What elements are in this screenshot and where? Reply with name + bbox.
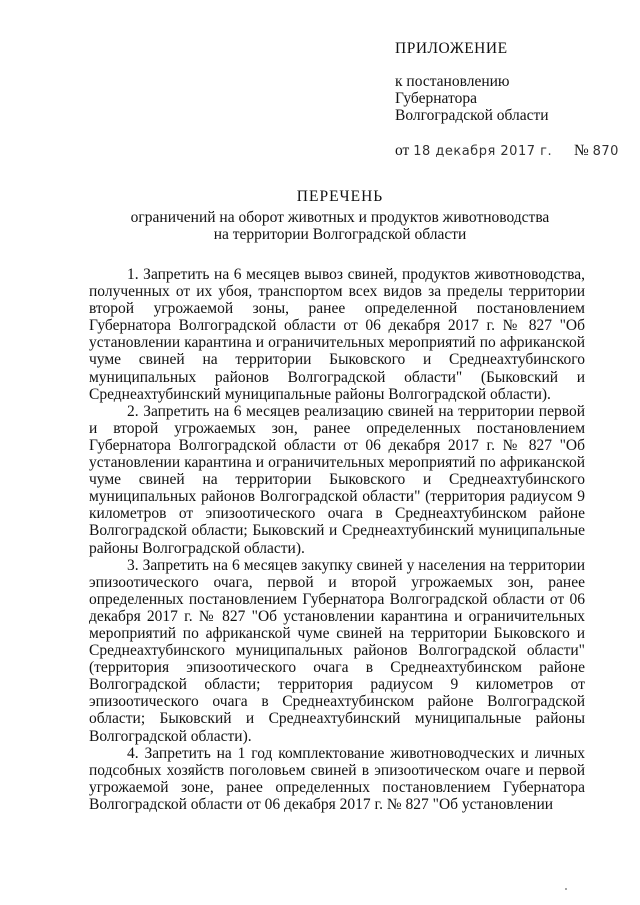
heading-subtitle-line-1: ограничений на оборот животных и продуктов животноводства: [130, 209, 550, 226]
from-label: от: [395, 142, 410, 159]
decree-date: 18 декабря 2017 г.: [413, 144, 553, 159]
appendix-line-1: к постановлению: [395, 73, 510, 90]
appendix-block: [395, 40, 619, 160]
appendix-title: ПРИЛОЖЕНИЕ: [395, 40, 508, 57]
list-item-1: 1. Запретить на 6 месяцев вывоз свиней, продуктов животноводства, полученных от их убоя, транспортом всех видов за пределы территории второй угрожаемой зоны, ранее определенной постановлением Губернатора Волгоградской области от 06 декабря 2017 г. № 827 "Об установлении карантина и ограничительных мероприятий по африканской чуме свиней на территории Быковского и Среднеахтубинского муниципальных районов Волгоградской области" (Быковский и Среднеахтубинский муниципальные районы Волгоградской области).: [89, 266, 585, 403]
decree-date-number: [395, 142, 619, 160]
list-item-4: 4. Запретить на 1 год комплектование животноводческих и личных подсобных хозяйств поголовьем свиней в эпизоотическом очаге и первой угрожаемой зоне, ранее определенных постановлением Губернатора Волгоградской области от 06 декабря 2017 г. № 827 "Об установлении: [89, 744, 585, 813]
number-label: №: [573, 142, 589, 159]
decree-number: 870: [592, 144, 619, 159]
document-heading: [90, 188, 590, 243]
heading-subtitle-line-2: на территории Волгоградской области: [213, 226, 467, 243]
document-body: [89, 266, 585, 813]
list-item-2: 2. Запретить на 6 месяцев реализацию свиней на территории первой и второй угрожаемых зон, ранее определенных постановлением Губернатора Волгоградской области от 06 декабря 2017 г. № 827 "Об установлении карантина и ограничительных мероприятий по африканской чуме свиней на территории Быковского и Среднеахтубинского муниципальных районов Волгоградской области" (территория радиусом 9 километров от эпизоотического очага в Среднеахтубинском районе Волгоградской области; Быковский и Среднеахтубинский муниципальные районы Волгоградской области).: [89, 402, 585, 557]
scan-dot: [565, 888, 567, 890]
appendix-line-3: Волгоградской области: [395, 107, 549, 124]
appendix-line-2: Губернатора: [395, 90, 477, 107]
list-item-3: 3. Запретить на 6 месяцев закупку свиней у населения на территории эпизоотического очага, первой и второй угрожаемых зон, ранее определенных постановлением Губернатора Волгоградской области от 06 декабря 2017 г. № 827 "Об установлении карантина и ограничительных мероприятий по африканской чуме свиней на территории Быковского и Среднеахтубинского муниципальных районов Волгоградской области" (территория эпизоотического очага в Среднеахтубинском районе Волгоградской области; территория радиусом 9 километров от эпизоотического очага в Среднеахтубинском районе Волгоградской области; Быковский и Среднеахтубинский муниципальные районы Волгоградской области).: [89, 556, 585, 745]
heading-title: ПЕРЕЧЕНЬ: [296, 188, 384, 205]
